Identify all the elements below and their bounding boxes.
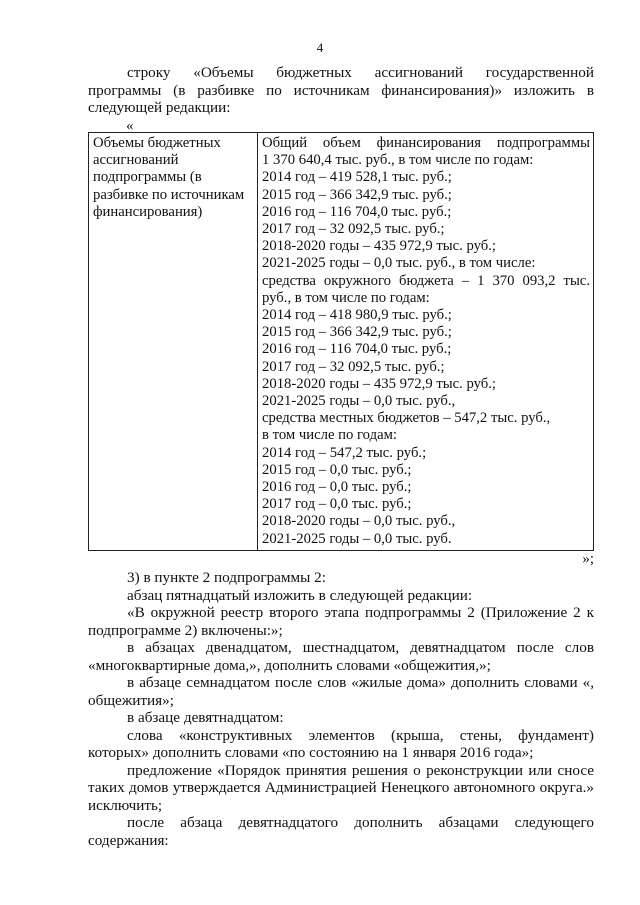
page-number: 4 <box>316 40 324 55</box>
value-line: 2014 год – 419 528,1 тыс. руб.; <box>262 169 452 186</box>
paragraph: в абзаце семнадцатом после слов «жилые дома» дополнить словами «, общежития»; <box>88 674 594 709</box>
paragraph: в абзацах двенадцатом, шестнадцатом, девятнадцатом после слов «многоквартирные дома,», дополнить словами «общежития,»; <box>88 639 594 674</box>
value-line: средства окружного бюджета – 1 370 093,2 тыс. <box>262 272 590 289</box>
value-line: 2016 год – 116 704,0 тыс. руб.; <box>262 341 452 358</box>
value-line: 2015 год – 366 342,9 тыс. руб.; <box>262 186 452 203</box>
value-line: 2017 год – 0,0 тыс. руб.; <box>262 496 412 513</box>
value-line: 2015 год – 0,0 тыс. руб.; <box>262 461 412 478</box>
budget-table <box>88 132 594 551</box>
value-line: в том числе по годам: <box>262 427 397 444</box>
value-line: 2021-2025 годы – 0,0 тыс. руб., <box>262 393 456 410</box>
label-line: подпрограммы (в <box>93 169 202 186</box>
value-line: 2016 год – 0,0 тыс. руб.; <box>262 479 412 496</box>
table-label-cell <box>89 133 258 551</box>
paragraph: в абзаце девятнадцатом: <box>127 709 284 726</box>
intro-line: программы (в разбивке по источникам финансирования)» изложить в <box>88 81 594 99</box>
label-line: ассигнований <box>93 152 179 169</box>
paragraph: предложение «Порядок принятия решения о реконструкции или сносе таких домов утверждается Администрацией Ненецкого автономного округа.» исключить; <box>88 761 594 814</box>
table-value-cell <box>258 133 594 551</box>
value-line: руб., в том числе по годам: <box>262 289 430 306</box>
label-line: Объемы бюджетных <box>93 135 221 151</box>
value-line: 2021-2025 годы – 0,0 тыс. руб. <box>262 530 452 547</box>
value-line: 2017 год – 32 092,5 тыс. руб.; <box>262 358 445 375</box>
value-line: 2014 год – 418 980,9 тыс. руб.; <box>262 307 452 324</box>
closing-quote: »; <box>582 551 594 567</box>
opening-quote: « <box>126 118 134 134</box>
value-line: средства местных бюджетов – 547,2 тыс. руб., <box>262 410 551 427</box>
paragraph: после абзаца девятнадцатого дополнить абзацами следующего содержания: <box>88 814 594 849</box>
value-line: 2017 год – 32 092,5 тыс. руб.; <box>262 221 445 238</box>
intro-line: строку «Объемы бюджетных ассигнований государственной <box>127 64 594 81</box>
label-line: финансирования) <box>93 203 203 220</box>
value-line: 2018-2020 годы – 435 972,9 тыс. руб.; <box>262 238 497 255</box>
paragraph: слова «конструктивных элементов (крыша, стены, фундамент) которых» дополнить словами «по состоянию на 1 января 2016 года»; <box>88 726 594 761</box>
paragraph: абзац пятнадцатый изложить в следующей редакции: <box>127 586 473 604</box>
value-line: 2021-2025 годы – 0,0 тыс. руб., в том числе: <box>262 255 536 272</box>
value-line: 2018-2020 годы – 0,0 тыс. руб., <box>262 513 456 530</box>
value-line: 2015 год – 366 342,9 тыс. руб.; <box>262 324 452 341</box>
value-line: 2018-2020 годы – 435 972,9 тыс. руб.; <box>262 375 497 392</box>
intro-paragraph <box>88 64 594 117</box>
value-line: Общий объем финансирования подпрограммы <box>262 135 590 151</box>
document-body <box>88 569 594 849</box>
table-row <box>89 133 594 551</box>
intro-line: следующей редакции: <box>88 99 231 116</box>
value-line: 2016 год – 116 704,0 тыс. руб.; <box>262 203 452 220</box>
paragraph: 3) в пункте 2 подпрограммы 2: <box>127 569 326 586</box>
paragraph: «В окружной реестр второго этапа подпрограммы 2 (Приложение 2 к подпрограмме 2) включены:»; <box>88 604 594 639</box>
label-line: разбивке по источникам <box>93 186 245 203</box>
value-line: 1 370 640,4 тыс. руб., в том числе по годам: <box>262 152 534 169</box>
value-line: 2014 год – 547,2 тыс. руб.; <box>262 444 427 461</box>
